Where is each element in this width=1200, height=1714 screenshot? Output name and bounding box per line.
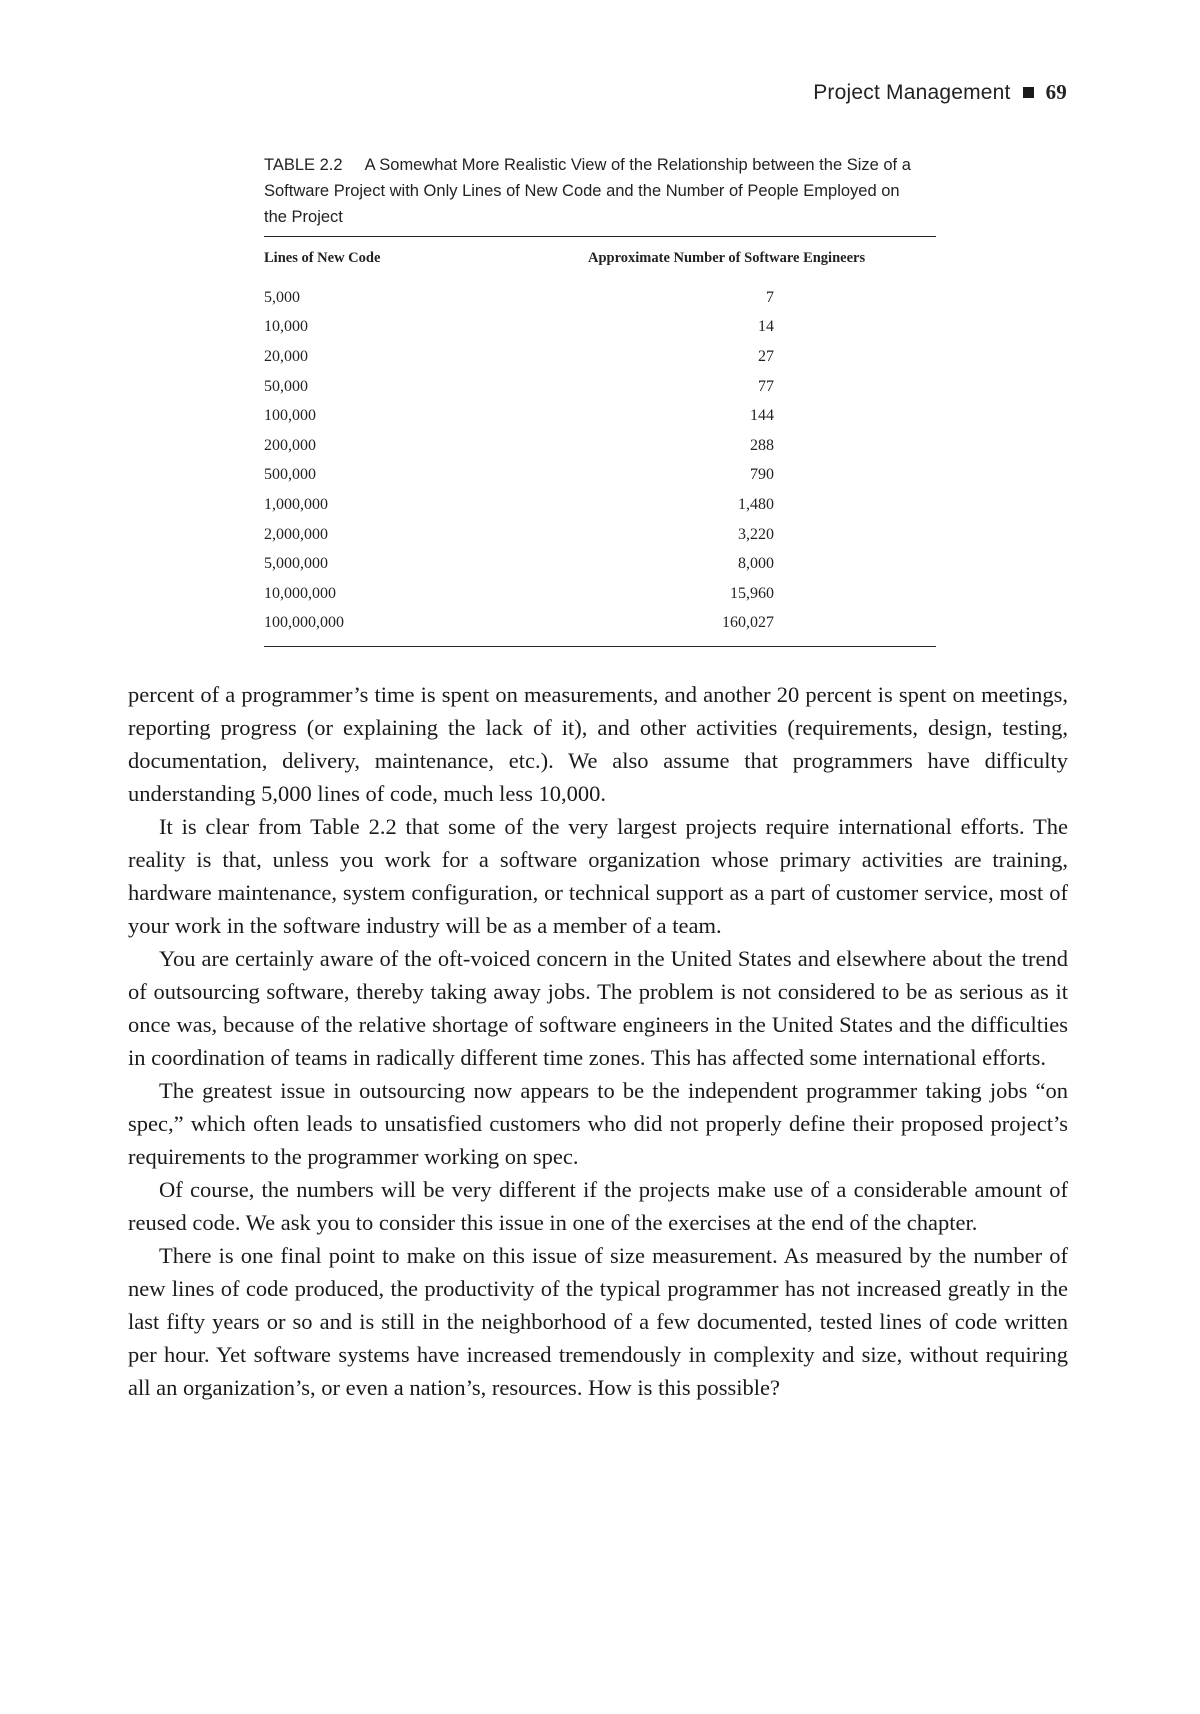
table-row [264,342,936,372]
running-title: Project Management [813,80,1011,104]
paragraph: It is clear from Table 2.2 that some of the very largest projects require international efforts. The reality is that, unless you work for a software organization whose primary activities are training, hardware maintenance, system configuration, or technical support as a part of customer service, most of your work in the software industry will be as a member of a team. [128,814,1068,938]
table-row [264,520,936,550]
cell-engineers: 144 [750,407,774,425]
table-row [264,490,936,520]
cell-lines: 200,000 [264,436,316,454]
cell-engineers: 15,960 [730,584,774,602]
cell-engineers: 14 [758,318,774,336]
table-caption [264,152,924,230]
table-row [264,401,936,431]
paragraph: You are certainly aware of the oft-voiced concern in the United States and elsewhere about the trend of outsourcing software, thereby taking away jobs. The problem is not considered to be as serious as it once was, because of the relative shortage of software engineers in the United States and the difficulties in coordination of teams in radically different time zones. This has affected some international efforts. [128,946,1068,1070]
table-row [264,313,936,343]
cell-engineers: 3,220 [738,525,774,543]
cell-lines: 2,000,000 [264,525,328,543]
column-header-lines: Lines of New Code [264,250,381,266]
table-row [264,609,936,647]
table-row [264,283,936,313]
page-number: 69 [1045,80,1067,104]
cell-engineers: 77 [758,377,774,395]
cell-lines: 20,000 [264,347,308,365]
cell-engineers: 790 [750,466,774,484]
cell-engineers: 7 [766,288,774,306]
data-table [264,236,936,647]
table-row [264,549,936,579]
running-head [813,80,1067,105]
paragraph: The greatest issue in outsourcing now appears to be the independent programmer taking jobs “on spec,” which often leads to unsatisfied customers who did not properly define their proposed project’s requirements to the programmer working on spec. [128,1078,1068,1169]
cell-engineers: 27 [758,347,774,365]
table-row [264,372,936,402]
paragraph: Of course, the numbers will be very different if the projects make use of a considerable amount of reused code. We ask you to consider this issue in one of the exercises at the end of the chapter. [128,1177,1068,1235]
table-row [264,579,936,609]
column-header-engineers: Approximate Number of Software Engineers [588,250,866,266]
cell-engineers: 1,480 [738,495,774,513]
cell-engineers: 288 [750,436,774,454]
separator-square-icon [1023,87,1034,98]
table-row [264,461,936,491]
cell-lines: 100,000,000 [264,614,344,632]
cell-lines: 1,000,000 [264,495,328,513]
table-label: TABLE 2.2 [264,156,343,174]
table-header-row [264,237,936,284]
table-title: A Somewhat More Realistic View of the Relationship between the Size of a Software Project with Only Lines of New Code and the Number of People Employed on the Project [264,156,911,226]
table-2-2 [264,152,936,647]
paragraph: There is one final point to make on this issue of size measurement. As measured by the number of new lines of code produced, the productivity of the typical programmer has not increased greatly in the last fifty years or so and is still in the neighborhood of a few documented, tested lines of code written per hour. Yet software systems have increased tremendously in complexity and size, without requiring all an organization’s, or even a nation’s, resources. How is this possible? [128,1243,1068,1400]
body-text [128,678,1068,1404]
cell-lines: 50,000 [264,377,308,395]
cell-lines: 10,000 [264,318,308,336]
paragraph-continued: percent of a programmer’s time is spent on measurements, and another 20 percent is spent on meetings, reporting progress (or explaining the lack of it), and other activities (requirements, design, testing, documentation, delivery, maintenance, etc.). We also assume that programmers have difficulty understanding 5,000 lines of code, much less 10,000. [128,682,1068,806]
cell-lines: 5,000,000 [264,555,328,573]
cell-lines: 5,000 [264,288,300,306]
cell-engineers: 8,000 [738,555,774,573]
table-row [264,431,936,461]
cell-lines: 500,000 [264,466,316,484]
cell-engineers: 160,027 [722,614,774,632]
cell-lines: 100,000 [264,407,316,425]
cell-lines: 10,000,000 [264,584,336,602]
